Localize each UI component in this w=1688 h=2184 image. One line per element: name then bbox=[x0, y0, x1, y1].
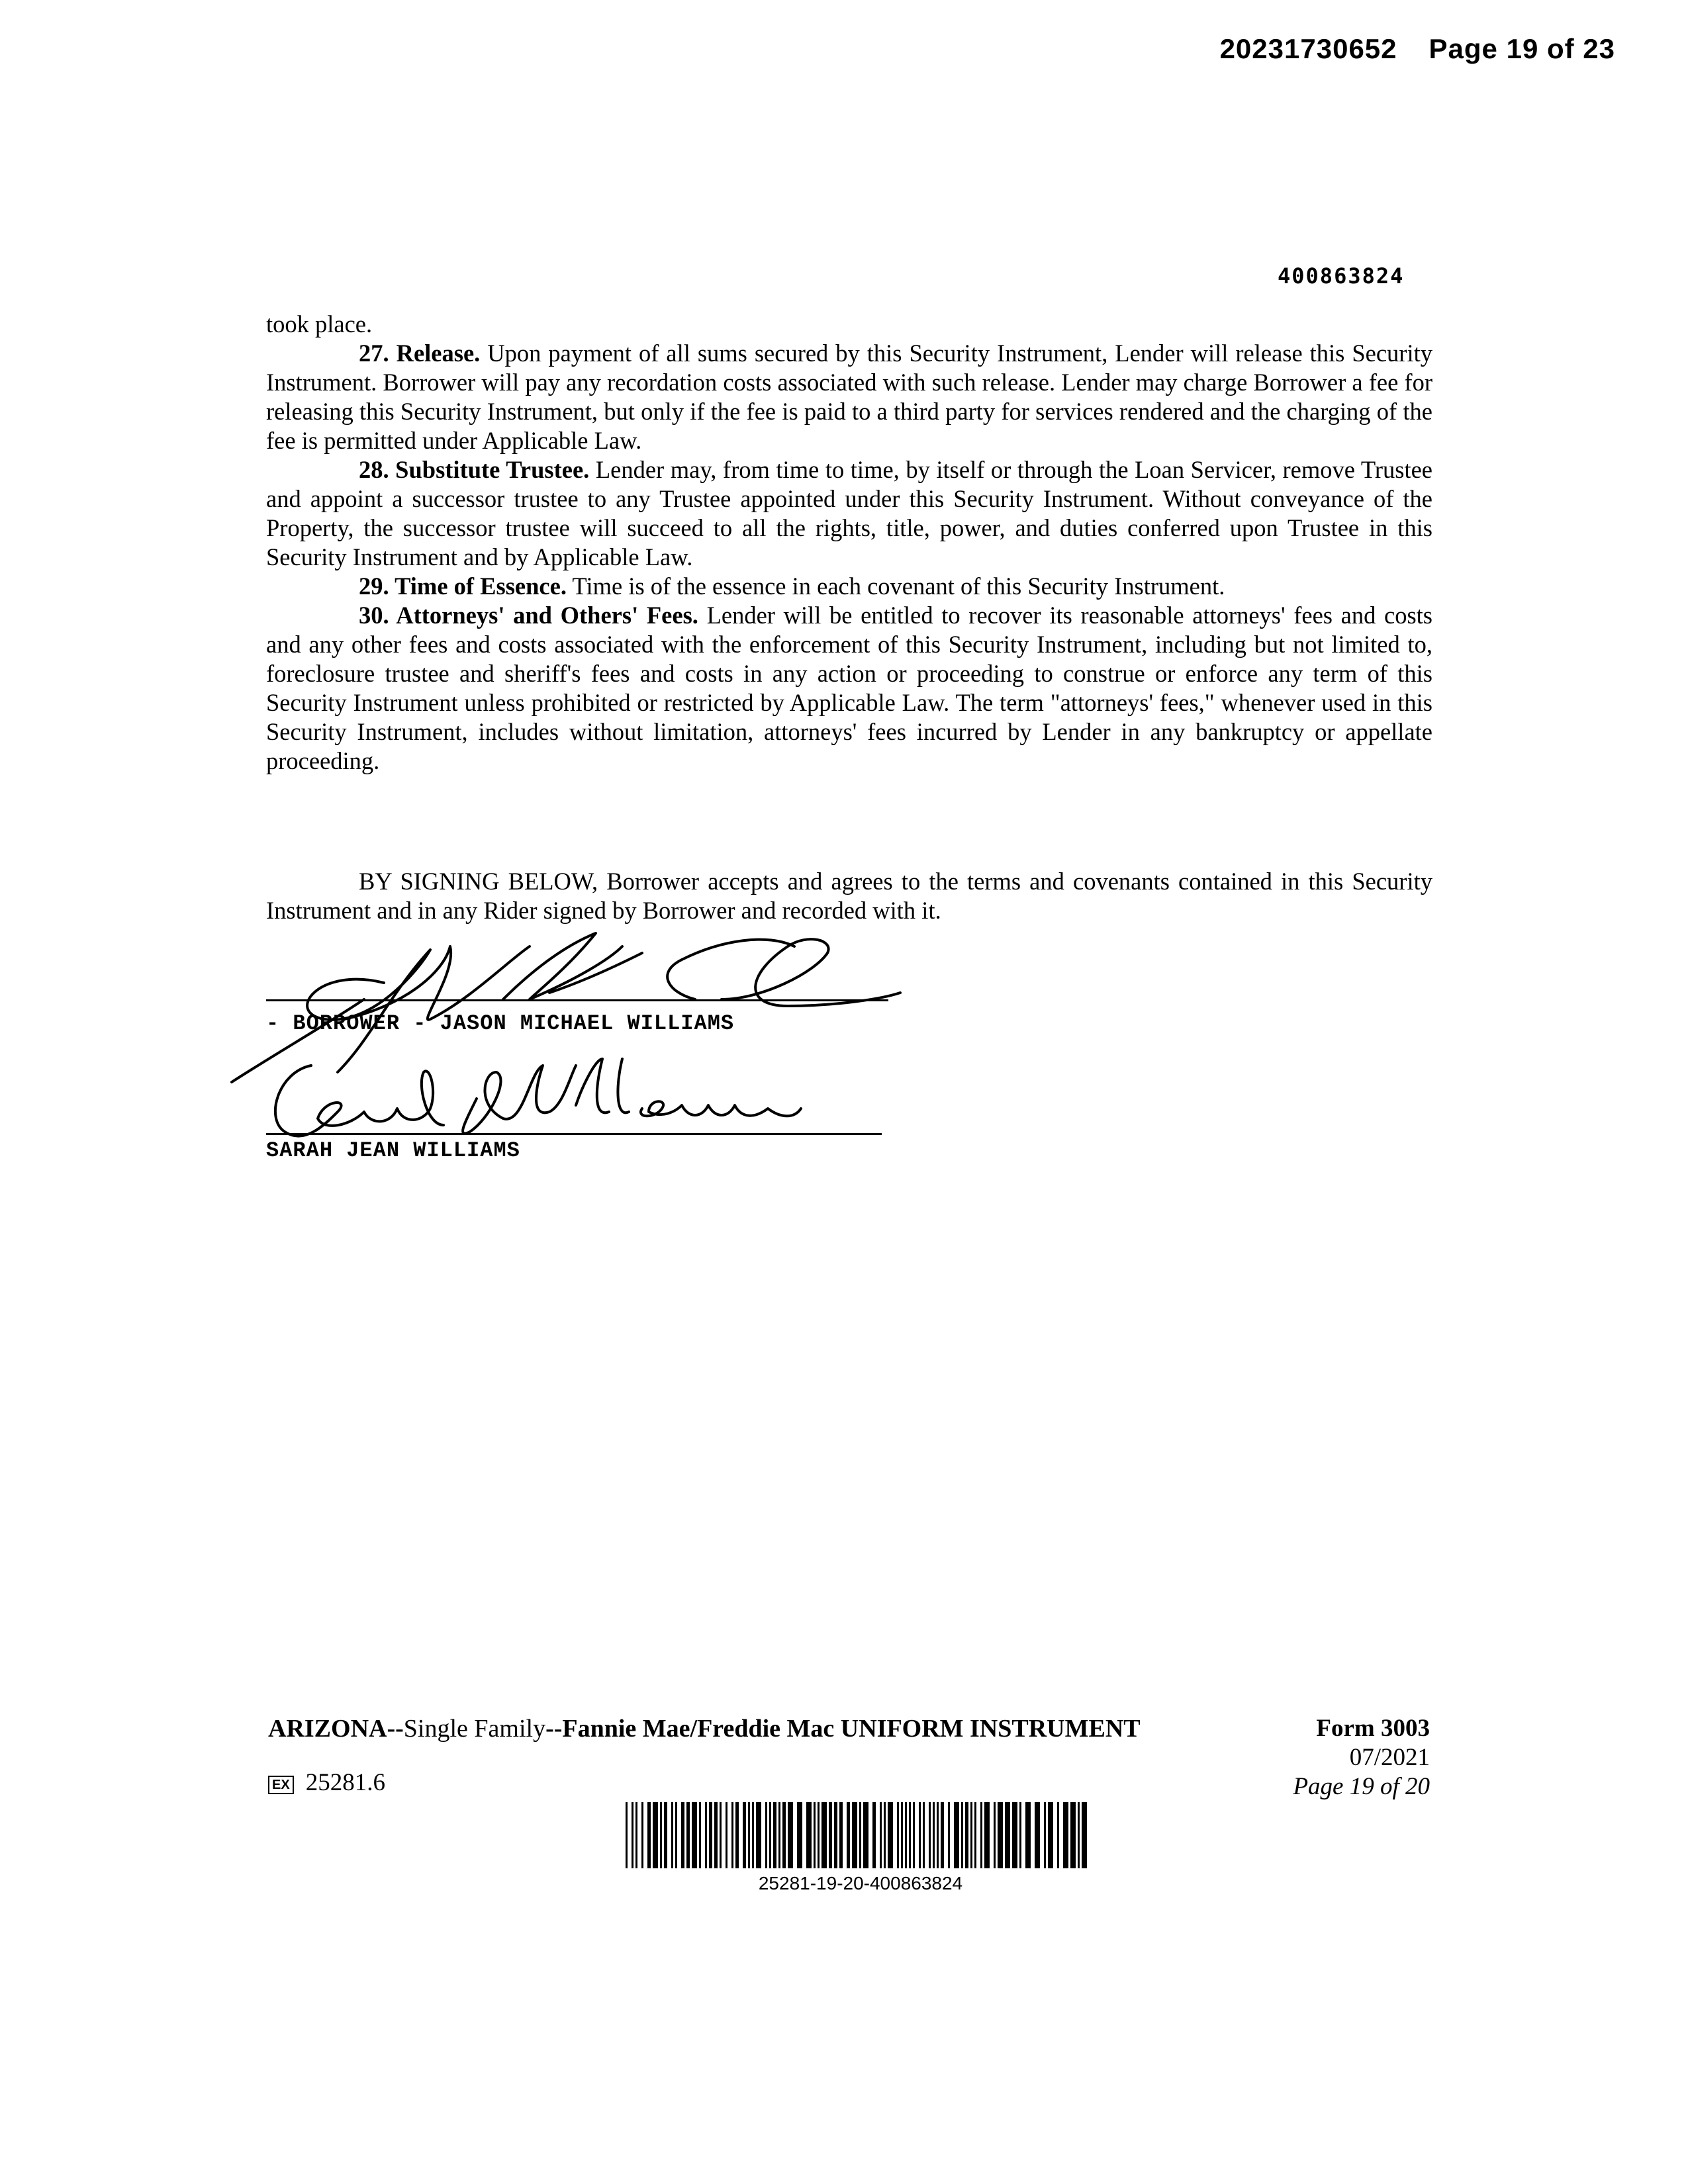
barcode-bar bbox=[660, 1802, 662, 1868]
barcode-bar bbox=[671, 1802, 673, 1868]
footer-type: Single Family bbox=[403, 1715, 546, 1743]
barcode-bar bbox=[954, 1802, 959, 1868]
barcode-bar bbox=[852, 1802, 857, 1868]
borrower-1-label: - BORROWER - JASON MICHAEL WILLIAMS bbox=[266, 1011, 735, 1036]
document-body bbox=[266, 310, 1432, 776]
barcode-bar bbox=[984, 1802, 990, 1868]
barcode-bar bbox=[884, 1802, 886, 1868]
barcode-bar bbox=[788, 1802, 793, 1868]
borrower-2-label: SARAH JEAN WILLIAMS bbox=[266, 1138, 520, 1163]
barcode-bar bbox=[778, 1802, 780, 1868]
barcode-bar bbox=[699, 1802, 701, 1868]
footer-instrument: Fannie Mae/Freddie Mac UNIFORM INSTRUMENT bbox=[562, 1715, 1141, 1743]
section-text: Time is of the essence in each covenant of this Security Instrument. bbox=[566, 572, 1225, 600]
barcode-bar bbox=[664, 1802, 667, 1868]
barcode-bar bbox=[818, 1802, 820, 1868]
barcode-bar bbox=[709, 1802, 712, 1868]
barcode-bar bbox=[782, 1802, 786, 1868]
barcode-bar bbox=[872, 1802, 876, 1868]
form-date: 07/2021 bbox=[1349, 1744, 1430, 1771]
barcode-bar bbox=[1012, 1802, 1017, 1868]
section-29 bbox=[266, 572, 1432, 601]
barcode-bar bbox=[980, 1802, 982, 1868]
barcode-bar bbox=[773, 1802, 776, 1868]
section-28 bbox=[266, 455, 1432, 572]
barcode-bar bbox=[632, 1802, 633, 1868]
barcode-bar bbox=[752, 1802, 754, 1868]
barcode-bar bbox=[829, 1802, 832, 1868]
form-page: Page 19 of 20 bbox=[1293, 1773, 1430, 1800]
barcode-bar bbox=[1070, 1802, 1076, 1868]
barcode-number: 25281-19-20-400863824 bbox=[758, 1873, 963, 1893]
form-number: Form 3003 bbox=[1316, 1715, 1430, 1742]
signing-statement: BY SIGNING BELOW, Borrower accepts and agrees to the terms and covenants contained in this Security Instrument and in any Rider signed by Borrower and recorded with it. bbox=[266, 868, 1432, 924]
barcode-bar bbox=[1082, 1802, 1087, 1868]
barcode-bar bbox=[675, 1802, 677, 1868]
barcode-bar bbox=[1035, 1802, 1040, 1868]
barcode-bar bbox=[756, 1802, 761, 1868]
ex-code-block bbox=[268, 1768, 385, 1797]
barcode-bar bbox=[705, 1802, 707, 1868]
barcode-bar bbox=[948, 1802, 950, 1868]
barcode-bar bbox=[863, 1802, 868, 1868]
barcode-bar bbox=[937, 1802, 939, 1868]
barcode-bar bbox=[905, 1802, 907, 1868]
ex-icon: EX bbox=[268, 1776, 294, 1794]
section-27 bbox=[266, 339, 1432, 455]
barcode-bar bbox=[965, 1802, 968, 1868]
section-text: Lender may, from time to time, by itself or through the Loan Servicer, remove Trustee and appoint a successor trustee to any Trustee appointed under this Security Instrument. Without conveyance of the Property, the successor trustee will succeed to all the rights, title, power, and duties conferred upon Trustee in this Security Instrument and by Applicable Law. bbox=[266, 456, 1432, 570]
barcode-bar bbox=[653, 1802, 658, 1868]
barcode-bar bbox=[1019, 1802, 1021, 1868]
barcode-bar bbox=[1078, 1802, 1080, 1868]
barcode-bar bbox=[919, 1802, 921, 1868]
barcode bbox=[626, 1802, 1092, 1868]
barcode-bar bbox=[748, 1802, 750, 1868]
barcode-bar bbox=[994, 1802, 996, 1868]
barcode-bar bbox=[681, 1802, 684, 1868]
barcode-bar bbox=[847, 1802, 850, 1868]
barcode-bar bbox=[913, 1802, 915, 1868]
barcode-bar bbox=[726, 1802, 727, 1868]
barcode-bar bbox=[901, 1802, 903, 1868]
recording-header bbox=[1220, 33, 1615, 65]
barcode-bar bbox=[797, 1802, 802, 1868]
barcode-bar bbox=[806, 1802, 812, 1868]
intro-text: took place. bbox=[266, 310, 373, 338]
recording-number: 20231730652 bbox=[1219, 33, 1397, 64]
barcode-bar bbox=[1025, 1802, 1031, 1868]
form-info bbox=[1225, 1714, 1430, 1801]
barcode-bar bbox=[923, 1802, 925, 1868]
barcode-bar bbox=[765, 1802, 767, 1868]
barcode-bar bbox=[834, 1802, 837, 1868]
barcode-bar bbox=[626, 1802, 628, 1868]
barcode-bar bbox=[692, 1802, 697, 1868]
barcode-bar bbox=[933, 1802, 935, 1868]
barcode-bar bbox=[1044, 1802, 1046, 1868]
signing-statement-block bbox=[266, 867, 1432, 925]
barcode-bar bbox=[769, 1802, 771, 1868]
footer-separator: -- bbox=[545, 1715, 563, 1743]
borrower-1-signature-line bbox=[266, 999, 888, 1001]
barcode-bar bbox=[888, 1802, 893, 1868]
barcode-bar bbox=[880, 1802, 882, 1868]
barcode-bar bbox=[735, 1802, 739, 1868]
section-30 bbox=[266, 601, 1432, 776]
section-text: Lender will be entitled to recover its reasonable attorneys' fees and costs and any other fees and costs associated with the enforcement of this Security Instrument, including but not limited to, foreclosure trustee and sheriff's fees and costs in any action or proceeding to construe or enforce any term of this Security Instrument unless prohibited or restricted by Applicable Law. The term "attorneys' fees," whenever used in this Security Instrument, includes without limitation, attorneys' fees incurred by Lender in any bankruptcy or appellate proceeding. bbox=[266, 602, 1433, 774]
barcode-bar bbox=[720, 1802, 722, 1868]
section-heading: 28. Substitute Trustee. bbox=[359, 456, 590, 483]
footer-title bbox=[268, 1714, 1141, 1743]
section-heading: 30. Attorneys' and Others' Fees. bbox=[359, 602, 698, 629]
barcode-bar bbox=[635, 1802, 637, 1868]
barcode-bar bbox=[731, 1802, 733, 1868]
borrower-2-signature-line bbox=[266, 1133, 882, 1135]
barcode-bar bbox=[909, 1802, 911, 1868]
barcode-bar bbox=[1063, 1802, 1068, 1868]
barcode-bar bbox=[970, 1802, 972, 1868]
borrower-2-signature bbox=[265, 1046, 808, 1152]
barcode-bar bbox=[743, 1802, 746, 1868]
footer-state: ARIZONA bbox=[268, 1715, 387, 1743]
section-heading: 27. Release. bbox=[359, 340, 481, 367]
barcode-bar bbox=[1057, 1802, 1059, 1868]
barcode-bar bbox=[1048, 1802, 1053, 1868]
barcode-bar bbox=[647, 1802, 651, 1868]
footer-separator: -- bbox=[387, 1715, 404, 1743]
barcode-bar bbox=[929, 1802, 931, 1868]
barcode-bar bbox=[859, 1802, 861, 1868]
loan-number: 400863824 bbox=[1278, 263, 1405, 289]
barcode-bar bbox=[839, 1802, 843, 1868]
barcode-bar bbox=[821, 1802, 827, 1868]
ex-code: 25281.6 bbox=[305, 1769, 385, 1796]
barcode-bar bbox=[814, 1802, 816, 1868]
section-text: Upon payment of all sums secured by this Security Instrument, Lender will release this Security Instrument. Borrower will pay any recordation costs associated with such release. Lender may charge Borrower a fee for releasing this Security Instrument, but only if the fee is paid to a third party for services rendered and the charging of the fee is permitted under Applicable Law. bbox=[266, 340, 1432, 454]
barcode-bar bbox=[961, 1802, 963, 1868]
barcode-bar bbox=[941, 1802, 944, 1868]
barcode-bar bbox=[714, 1802, 718, 1868]
barcode-bar bbox=[897, 1802, 899, 1868]
recording-page-label: Page 19 of 23 bbox=[1429, 33, 1615, 64]
barcode-bar bbox=[998, 1802, 1003, 1868]
barcode-bar bbox=[1005, 1802, 1010, 1868]
barcode-bar bbox=[974, 1802, 976, 1868]
barcode-bar bbox=[686, 1802, 690, 1868]
barcode-bar bbox=[641, 1802, 643, 1868]
section-heading: 29. Time of Essence. bbox=[359, 572, 567, 600]
